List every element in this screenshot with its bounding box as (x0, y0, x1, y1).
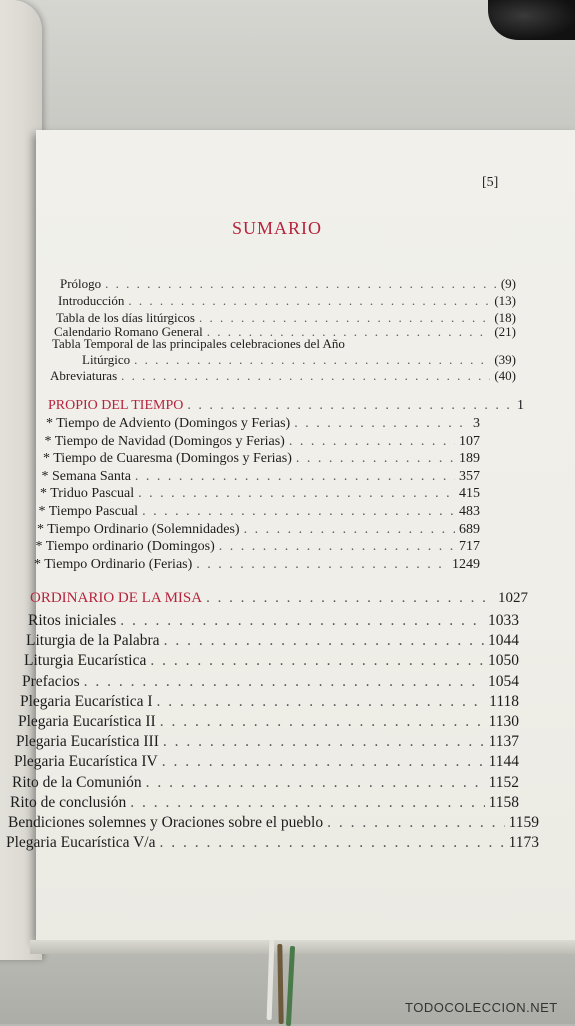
toc-entry-ordinario (24, 652, 519, 670)
toc-entry-propio (42, 469, 481, 485)
dot-leader (289, 434, 455, 450)
toc-entry-ordinario (6, 834, 539, 852)
dot-leader (219, 539, 455, 555)
dot-leader (135, 469, 455, 485)
entry-label: Tabla de los días litúrgicos (56, 310, 195, 325)
entry-label: ORDINARIO DE LA MISA (30, 590, 203, 606)
dot-leader (120, 612, 484, 630)
dot-leader (146, 774, 485, 792)
watermark: TODOCOLECCION.NET (405, 1000, 558, 1015)
dot-leader (196, 557, 448, 573)
entry-label: Plegaria Eucarística II (18, 713, 156, 730)
entry-label: Liturgia de la Palabra (26, 632, 160, 650)
dot-leader (164, 632, 484, 650)
entry-page-number: 1130 (488, 713, 519, 730)
entry-label: Plegaria Eucarística I (20, 692, 153, 710)
entry-page-number: 1159 (508, 814, 539, 831)
entry-page-number: (9) (500, 276, 516, 291)
toc-entry-ordinario (8, 814, 539, 832)
entry-label: Prefacios (22, 672, 80, 690)
dot-leader (157, 693, 486, 711)
toc-entry-ordinario (26, 632, 519, 650)
dot-leader (121, 368, 490, 384)
entry-page-number: 1137 (488, 733, 519, 751)
entry-page-number: 1033 (488, 612, 519, 629)
toc-entry-ordinario (28, 612, 519, 630)
toc-entry-propio (43, 451, 480, 467)
toc-entry-ordinario (16, 733, 519, 751)
entry-label: * Tiempo de Cuaresma (Domingos y Ferias) (43, 451, 292, 467)
entry-label: Plegaria Eucarística III (16, 733, 159, 751)
entry-page-number: 1173 (508, 834, 539, 852)
entry-page-number: 189 (459, 451, 480, 467)
entry-page-number: 1050 (488, 652, 519, 670)
entry-page-number: 1044 (488, 632, 519, 650)
toc-entry-propio (34, 557, 480, 573)
entry-page-number: 1054 (488, 672, 519, 690)
dot-leader (84, 673, 484, 691)
entry-label: * Tiempo de Adviento (Domingos y Ferias) (46, 416, 291, 431)
dot-leader (130, 794, 484, 812)
entry-page-number: 1144 (488, 753, 519, 771)
dot-leader (294, 416, 469, 432)
entry-page-number: 107 (459, 433, 480, 449)
entry-label: * Tiempo Ordinario (Ferias) (34, 556, 193, 572)
entry-label: Bendiciones solemnes y Oraciones sobre el pueblo (8, 814, 324, 831)
toc-entry-ordinario (12, 774, 519, 792)
page-title: SUMARIO (232, 218, 323, 238)
entry-label: Litúrgico (82, 352, 131, 367)
dot-leader (162, 753, 485, 771)
entry-label: Abreviaturas (50, 368, 118, 383)
toc-entry-propio (39, 504, 481, 520)
section-heading-propio (48, 398, 524, 414)
entry-label: * Tiempo Pascual (38, 504, 139, 519)
dot-leader (160, 713, 485, 731)
entry-page-number: 1249 (452, 556, 480, 572)
entry-page-number: 689 (459, 521, 480, 537)
toc-entry-ordinario (14, 753, 519, 771)
toc-entry-propio (46, 416, 480, 432)
entry-label: Ritos iniciales (28, 612, 117, 629)
entry-page-number: 1 (517, 398, 524, 413)
dot-leader (105, 276, 497, 292)
entry-label: Plegaria Eucarística V/a (6, 834, 156, 852)
dot-leader (128, 293, 490, 309)
page-number: [5] (482, 175, 499, 190)
toc-entry-prelim (82, 352, 516, 368)
entry-label: * Tiempo ordinario (Domingos) (35, 539, 215, 555)
entry-label: Liturgia Eucarística (24, 652, 147, 670)
dot-leader (187, 398, 513, 414)
dot-leader (150, 652, 484, 670)
dot-leader (244, 522, 455, 538)
entry-page-number: 3 (473, 416, 480, 431)
toc-entry-ordinario (18, 713, 519, 731)
entry-page-number: 1152 (488, 773, 519, 791)
entry-page-number: 357 (459, 468, 480, 484)
entry-page-number: 415 (459, 486, 480, 502)
dot-leader (134, 352, 490, 368)
toc-entry-ordinario (20, 693, 519, 711)
entry-label: * Tiempo Ordinario (Solemnidades) (37, 521, 240, 537)
entry-label: Prólogo (60, 276, 102, 291)
toc-entry-prelim (52, 336, 516, 352)
entry-label: * Triduo Pascual (40, 486, 135, 502)
entry-page-number: (21) (494, 324, 516, 339)
dark-object (488, 0, 575, 40)
toc-entry-propio (40, 486, 480, 502)
entry-page-number: 1158 (488, 793, 519, 811)
toc-entry-propio (37, 522, 480, 538)
entry-label: * Semana Santa (41, 468, 131, 484)
entry-page-number: (18) (494, 310, 516, 325)
dot-leader (206, 590, 494, 607)
toc-entry-propio (36, 539, 481, 555)
entry-page-number: 1027 (498, 590, 528, 606)
entry-page-number: 717 (459, 539, 480, 555)
entry-label: PROPIO DEL TIEMPO (48, 398, 184, 413)
toc-entry-prelim (58, 293, 516, 309)
dot-leader (159, 834, 504, 852)
entry-label: Rito de conclusión (10, 793, 127, 811)
toc-entry-prelim (50, 368, 516, 384)
entry-label: Calendario Romano General (54, 324, 203, 339)
dot-leader (142, 504, 455, 520)
entry-page-number: (39) (494, 352, 516, 367)
entry-label: Rito de la Comunión (12, 773, 142, 791)
toc-entry-ordinario (10, 794, 519, 812)
page-edge (30, 940, 575, 954)
dot-leader (138, 486, 455, 502)
entry-page-number: (13) (494, 293, 516, 308)
dot-leader (296, 451, 455, 467)
entry-page-number: (40) (494, 368, 516, 383)
background-top (0, 0, 575, 150)
dot-leader (163, 733, 485, 751)
entry-label: * Tiempo de Navidad (Domingos y Ferias) (44, 433, 285, 449)
entry-label: Tabla Temporal de las principales celebraciones del Año (52, 336, 345, 351)
entry-page-number: 483 (459, 504, 480, 519)
toc-entry-ordinario (22, 673, 519, 691)
entry-page-number: 1118 (489, 692, 519, 710)
section-heading-ordinario (30, 590, 528, 607)
dot-leader (327, 814, 504, 832)
toc-entry-prelim (60, 276, 516, 292)
toc-entry-propio (45, 434, 481, 450)
entry-label: Plegaria Eucarística IV (14, 753, 158, 771)
entry-label: Introducción (58, 293, 125, 308)
